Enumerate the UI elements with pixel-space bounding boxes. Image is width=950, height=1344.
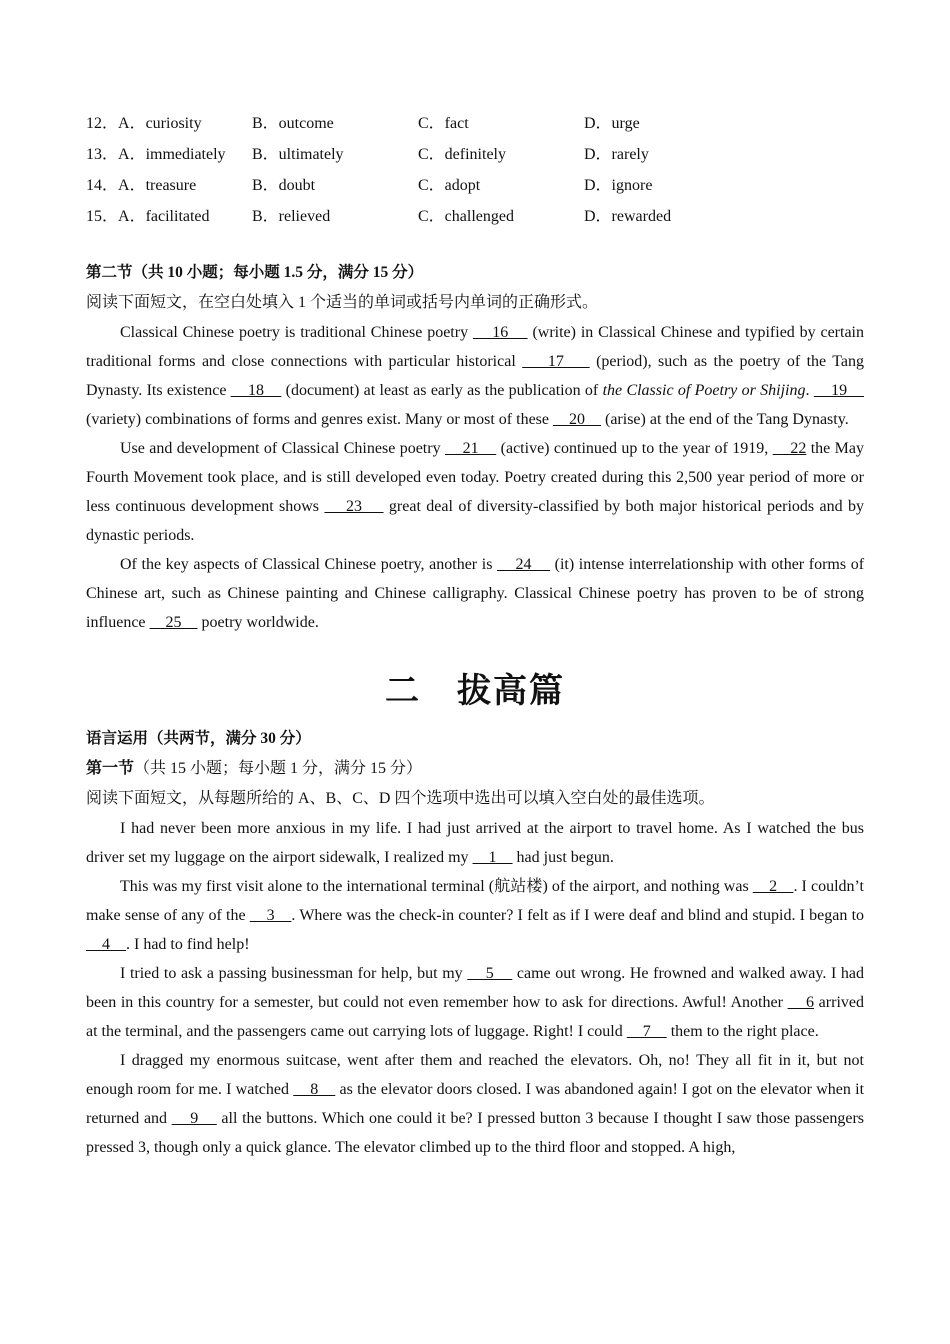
blank-4[interactable]: 4 xyxy=(86,936,126,953)
option-row xyxy=(86,172,864,203)
blank-8[interactable]: 8 xyxy=(293,1081,336,1098)
blank-25[interactable]: 25 xyxy=(149,614,198,631)
paragraph: I had never been more anxious in my life. I had just arrived at the airport to travel home. As I watched the bus driver set my luggage on the airport sidewalk, I realized my 1 had just begun. xyxy=(86,820,864,866)
option-a: A．curiosity xyxy=(118,115,202,132)
option-d: D．ignore xyxy=(584,177,653,194)
option-c: C．fact xyxy=(418,115,469,132)
question-number: 14． xyxy=(86,177,119,194)
blank-17[interactable]: 17 xyxy=(522,353,590,370)
section-heading: 第二节（共 10 小题；每小题 1.5 分，满分 15 分） xyxy=(86,264,424,281)
blank-19[interactable]: 19 xyxy=(813,382,865,399)
part-title: 二 拔高篇 xyxy=(385,671,565,711)
blank-9[interactable]: 9 xyxy=(171,1110,217,1127)
option-row xyxy=(86,110,864,141)
option-row xyxy=(86,141,864,172)
blank-5[interactable]: 5 xyxy=(467,965,513,982)
option-c: C．challenged xyxy=(418,208,514,225)
blank-22[interactable]: 22 xyxy=(772,440,807,457)
paragraph: I tried to ask a passing businessman for help, but my 5 came out wrong. He frowned and walked away. I had been in this country for a semester, but could not even remember how to ask for directions. Awful! Another 6 arrived at the terminal, and the passengers came out carrying lots of luggage. Right! I could 7 them to the right place. xyxy=(86,965,865,1040)
section-heading: 语言运用（共两节，满分 30 分） xyxy=(86,730,311,747)
question-number: 12． xyxy=(86,115,119,132)
blank-7[interactable]: 7 xyxy=(626,1023,667,1040)
option-b: B．doubt xyxy=(252,177,316,194)
document-page xyxy=(86,110,864,1162)
blank-18[interactable]: 18 xyxy=(230,382,282,399)
section-instruction: 阅读下面短文，从每题所给的 A、B、C、D 四个选项中选出可以填入空白处的最佳选项。 xyxy=(86,790,715,807)
option-b: B．outcome xyxy=(252,115,334,132)
option-a: A．facilitated xyxy=(118,208,210,225)
paragraph: This was my first visit alone to the international terminal (航站楼) of the airport, and nothing was 2 . I couldn’t make sense of any of the 3 . Where was the check-in counter? I felt as if I were deaf and blind and stupid. I began to 4 . I had to find help! xyxy=(86,878,865,953)
blank-20[interactable]: 20 xyxy=(553,411,601,428)
option-d: D．urge xyxy=(584,115,640,132)
book-title: the Classic of Poetry or Shijing xyxy=(602,382,806,399)
blank-21[interactable]: 21 xyxy=(444,440,497,457)
question-number: 13． xyxy=(86,146,119,163)
paragraph: Use and development of Classical Chinese poetry 21 (active) continued up to the year of 1919, 22 the May Fourth Movement took place, and is still developed even today. Poetry created during this 2,500 year period of more or less continuous development shows 23 great deal of diversity-classified by both major historical periods and by dynastic periods. xyxy=(86,440,865,544)
blank-16[interactable]: 16 xyxy=(472,324,528,341)
blank-3[interactable]: 3 xyxy=(249,907,292,924)
option-c: C．definitely xyxy=(418,146,506,163)
paragraph: Of the key aspects of Classical Chinese poetry, another is 24 (it) intense interrelationship with other forms of Chinese art, such as Chinese painting and Chinese calligraphy. Classical Chinese poetry has proven to be of strong influence 25 poetry worldwide. xyxy=(86,556,865,631)
blank-2[interactable]: 2 xyxy=(752,878,794,895)
paragraph: I dragged my enormous suitcase, went after them and reached the elevators. Oh, no! They all fit in it, but not enough room for me. I watched 8 as the elevator doors closed. I was abandoned again! I got on the elevator when it returned and 9 all the buttons. Which one could it be? I pressed button 3 because I thought I saw those passengers pressed 3, though only a quick glance. The elevator climbed up to the third floor and stopped. A high, xyxy=(86,1052,865,1156)
option-b: B．ultimately xyxy=(252,146,344,163)
blank-23[interactable]: 23 xyxy=(324,498,384,515)
subsection-heading: 第一节（共 15 小题；每小题 1 分，满分 15 分） xyxy=(86,760,423,777)
option-d: D．rarely xyxy=(584,146,649,163)
blank-6[interactable]: 6 xyxy=(787,994,815,1011)
question-number: 15． xyxy=(86,208,119,225)
option-a: A．immediately xyxy=(118,146,226,163)
option-a: A．treasure xyxy=(118,177,197,194)
paragraph: Classical Chinese poetry is traditional Chinese poetry 16 (write) in Classical Chinese and typified by certain traditional forms and close connections with particular historical 17 (period), such as the poetry of the Tang Dynasty. Its existence 18 (document) at least as early as the publication of the Classic of Poetry or Shijing. 19 (variety) combinations of forms and genres exist. Many or most of these 20 (arise) at the end of the Tang Dynasty. xyxy=(86,324,865,428)
blank-24[interactable]: 24 xyxy=(497,556,550,573)
section-instruction: 阅读下面短文，在空白处填入 1 个适当的单词或括号内单词的正确形式。 xyxy=(86,294,599,311)
option-c: C．adopt xyxy=(418,177,481,194)
option-row xyxy=(86,203,864,234)
options-list xyxy=(86,110,864,234)
blank-1[interactable]: 1 xyxy=(472,849,513,866)
option-d: D．rewarded xyxy=(584,208,672,225)
option-b: B．relieved xyxy=(252,208,331,225)
